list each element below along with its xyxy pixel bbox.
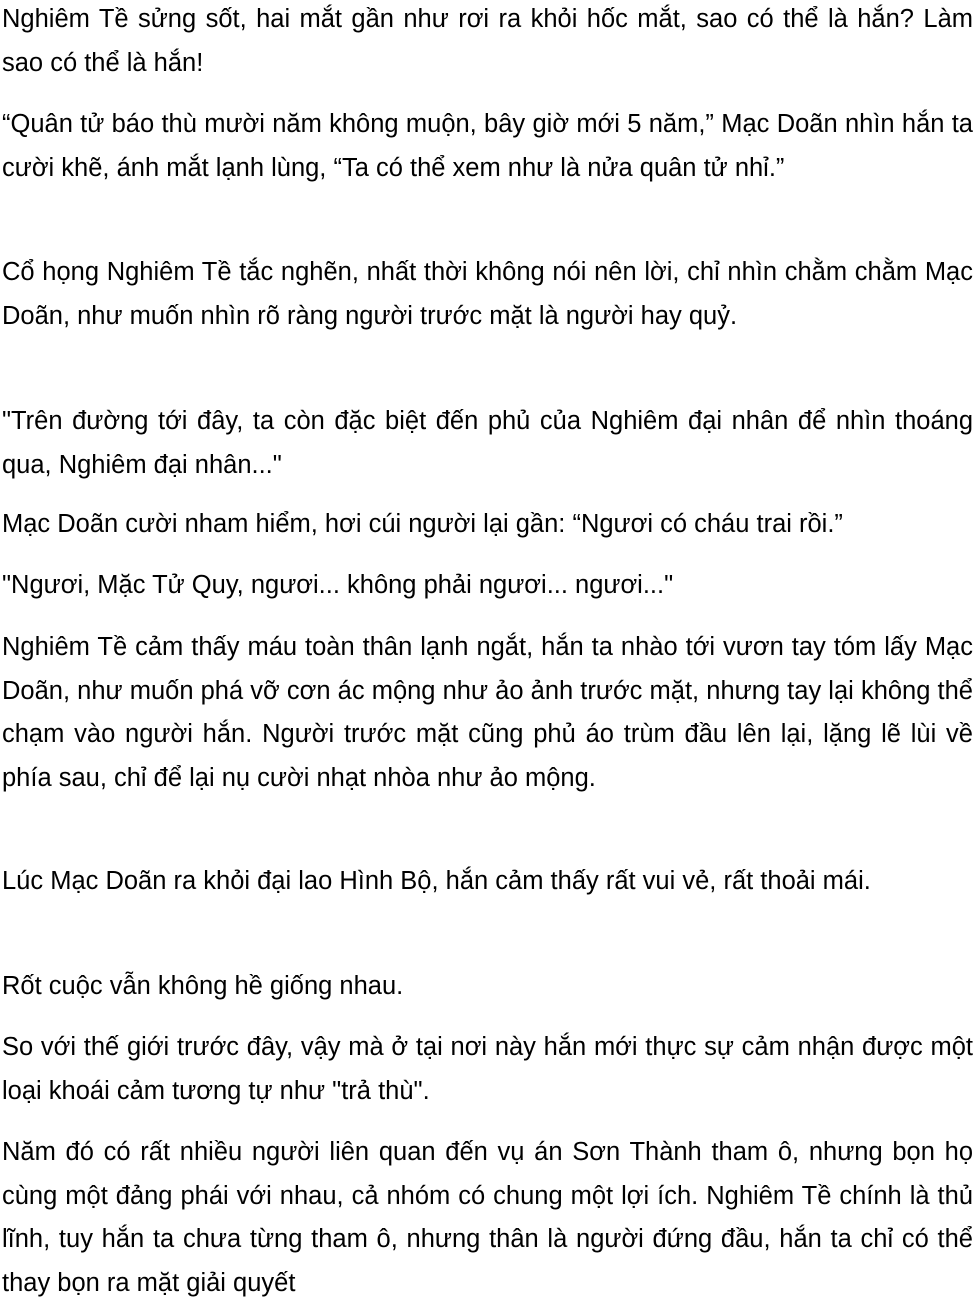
paragraph: Cổ họng Nghiêm Tề tắc nghẽn, nhất thời không nói nên lời, chỉ nhìn chằm chằm Mạc Doãn, như muốn nhìn rõ ràng người trước mặt là người hay quỷ. <box>2 258 973 330</box>
paragraph: Nghiêm Tề sửng sốt, hai mắt gần như rơi ra khỏi hốc mắt, sao có thể là hắn? Làm sao có thể là hắn! <box>2 5 973 77</box>
paragraph: “Quân tử báo thù mười năm không muộn, bây giờ mới 5 năm,” Mạc Doãn nhìn hắn ta cười khẽ, ánh mắt lạnh lùng, “Ta có thể xem như là nửa quân tử nhỉ.” <box>2 110 973 182</box>
paragraph: Mạc Doãn cười nham hiểm, hơi cúi người lại gần: “Ngươi có cháu trai rồi.” <box>2 510 843 538</box>
paragraph: Nghiêm Tề cảm thấy máu toàn thân lạnh ngắt, hắn ta nhào tới vươn tay tóm lấy Mạc Doãn, như muốn phá vỡ cơn ác mộng như ảo ảnh trước mặt, nhưng tay lại không thể chạm vào người hắn. Người trước mặt cũng phủ áo trùm đầu lên lại, lặng lẽ lùi về phía sau, chỉ để lại nụ cười nhạt nhòa như ảo mộng. <box>2 633 973 792</box>
paragraph: So với thế giới trước đây, vậy mà ở tại nơi này hắn mới thực sự cảm nhận được một loại khoái cảm tương tự như "trả thù". <box>2 1033 973 1105</box>
paragraph: Lúc Mạc Doãn ra khỏi đại lao Hình Bộ, hắn cảm thấy rất vui vẻ, rất thoải mái. <box>2 867 871 895</box>
paragraph: Rốt cuộc vẫn không hề giống nhau. <box>2 972 404 1000</box>
paragraph: "Ngươi, Mặc Tử Quy, ngươi... không phải ngươi... ngươi..." <box>2 571 674 599</box>
paragraph: "Trên đường tới đây, ta còn đặc biệt đến phủ của Nghiêm đại nhân để nhìn thoáng qua, Nghiêm đại nhân..." <box>2 407 973 479</box>
paragraph: Năm đó có rất nhiều người liên quan đến vụ án Sơn Thành tham ô, nhưng bọn họ cùng một đảng phái với nhau, cả nhóm có chung một lợi ích. Nghiêm Tề chính là thủ lĩnh, tuy hắn ta chưa từng tham ô, nhưng thân là người đứng đầu, hắn ta chỉ có thể thay bọn ra mặt giải quyết <box>2 1138 973 1297</box>
